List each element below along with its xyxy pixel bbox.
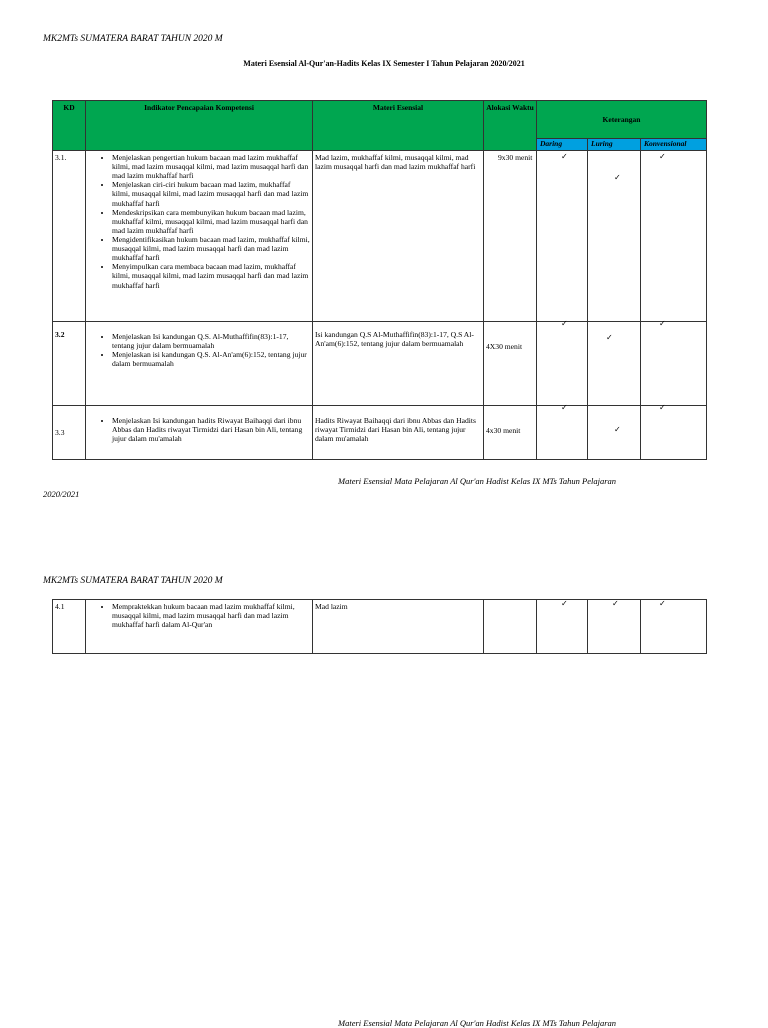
- alokasi-cell: 4x30 menit: [484, 406, 537, 460]
- table-row: [53, 600, 707, 654]
- check-icon: ✓: [561, 599, 568, 608]
- kd-cell: 3.1.: [53, 151, 86, 322]
- materi-table-continued: [52, 599, 707, 654]
- footer-line: Materi Esensial Mata Pelajaran Al Qur'an Hadist Kelas IX MTs Tahun Pelajaran: [338, 1018, 616, 1028]
- header-daring: Daring: [537, 139, 588, 151]
- check-icon: ✓: [614, 173, 621, 182]
- daring-cell: [537, 403, 588, 460]
- daring-cell: [537, 319, 588, 406]
- indikator-cell: [86, 151, 313, 322]
- header-luring: Luring: [588, 139, 641, 151]
- table-row: [53, 151, 707, 322]
- kd-cell: 3.2: [53, 322, 86, 406]
- materi-cell: Hadits Riwayat Baihaqqi dari ibnu Abbas dan Hadits riwayat Tirmidzi dari Hasan bin Ali, tentang jujur dalam mu'amalah: [313, 406, 484, 460]
- footer-line: 2020/2021: [43, 489, 80, 499]
- header-konvensional: Konvensional: [641, 139, 707, 151]
- indikator-item: • Menjelaskan ciri-ciri hukum bacaan mad lazim, mukhaffaf kilmi, musaqqal kilmi, mad lazim musaqqal harfi dan mad lazim mukhaffaf harfi: [112, 180, 310, 207]
- check-icon: ✓: [561, 152, 568, 161]
- konvensional-cell: [641, 600, 707, 654]
- check-icon: ✓: [659, 403, 666, 412]
- check-icon: ✓: [606, 333, 613, 342]
- header-kd: KD: [53, 101, 86, 151]
- header-line: MK2MTs SUMATERA BARAT TAHUN 2020 M: [43, 34, 223, 44]
- alokasi-cell: 4X30 menit: [484, 322, 537, 406]
- document-title: Materi Esensial Al-Qur'an-Hadits Kelas IX Semester I Tahun Pelajaran 2020/2021: [243, 59, 525, 68]
- luring-cell: [588, 406, 641, 460]
- check-icon: ✓: [659, 152, 666, 161]
- footer-line: Materi Esensial Mata Pelajaran Al Qur'an Hadist Kelas IX MTs Tahun Pelajaran: [338, 476, 616, 486]
- indikator-cell: [86, 600, 313, 654]
- indikator-item: • Mempraktekkan hukum bacaan mad lazim mukhaffaf kilmi, musaqqal kilmi, mad lazim musaqqal harfi dan mad lazim mukhaffaf harfi dalam Al-Qur'an: [112, 602, 310, 629]
- kd-cell: 3.3: [53, 406, 86, 460]
- indikator-item: • Mengidentifikasikan hukum bacaan mad lazim, mukhaffaf kilmi, musaqqal kilmi, mad lazim musaqqal harfi dan mad lazim mukhaffaf harfi: [112, 235, 310, 262]
- materi-cell: Mad lazim: [313, 600, 484, 654]
- check-icon: ✓: [659, 319, 666, 328]
- konvensional-cell: [641, 319, 707, 406]
- check-icon: ✓: [614, 425, 621, 434]
- check-icon: ✓: [561, 403, 568, 412]
- check-icon: ✓: [659, 599, 666, 608]
- check-icon: ✓: [561, 319, 568, 328]
- materi-cell: Mad lazim, mukhaffaf kilmi, musaqqal kilmi, mad lazim musaqqal harfi dan mad lazim mukhaffaf harfi: [313, 151, 484, 322]
- header-indikator: Indikator Pencapaian Kompetensi: [86, 101, 313, 151]
- daring-cell: [537, 151, 588, 322]
- indikator-item: • Menyimpulkan cara membaca bacaan mad lazim, mukhaffaf kilmi, musaqqal kilmi, mad lazim musaqqal harfi dan mad lazim mukhaffaf harfi: [112, 262, 310, 289]
- konvensional-cell: [641, 403, 707, 460]
- konvensional-cell: [641, 151, 707, 322]
- indikator-item: • Menjelaskan pengertian hukum bacaan mad lazim mukhaffaf kilmi, mad lazim musaqqal kilmi, mad lazim musaqqal harfi dan mad lazim mukhaffaf harfi: [112, 153, 310, 180]
- luring-cell: [588, 151, 641, 322]
- header-alokasi: Alokasi Waktu: [484, 101, 537, 151]
- alokasi-cell: 9x30 menit: [484, 151, 537, 322]
- indikator-item: • Menjelaskan Isi kandungan hadits Riwayat Baihaqqi dari ibnu Abbas dan Hadits riwayat Tirmidzi dari Hasan bin Ali, tentang jujur dalam mu'amalah: [112, 416, 310, 443]
- luring-cell: [588, 600, 641, 654]
- indikator-item: • Menjelaskan isi kandungan Q.S. Al-An'am(6):152, tentang jujur dalam bermuamalah: [112, 350, 310, 368]
- materi-cell: Isi kandungan Q.S Al-Muthaffifin(83):1-17, Q.S Al-An'am(6):152, tentang jujur dalam bermuamalah: [313, 322, 484, 406]
- indikator-cell: [86, 406, 313, 460]
- indikator-item: • Mendeskripsikan cara membunyikan hukum bacaan mad lazim, mukhaffaf kilmi, musaqqal kilmi, mad lazim musaqqal harfi dan mad lazim mukhaffaf harfi: [112, 208, 310, 235]
- header-keterangan: Keterangan: [537, 101, 707, 139]
- table-row: [53, 406, 707, 460]
- header-materi: Materi Esensial: [313, 101, 484, 151]
- kd-cell: 4.1: [53, 600, 86, 654]
- indikator-item: • Menjelaskan Isi kandungan Q.S. Al-Muthaffifin(83):1-17, tentang jujur dalam bermuamalah: [112, 332, 310, 350]
- alokasi-cell: [484, 600, 537, 654]
- luring-cell: [588, 322, 641, 406]
- materi-table: [52, 100, 707, 460]
- indikator-cell: [86, 322, 313, 406]
- table-row: [53, 322, 707, 406]
- daring-cell: [537, 600, 588, 654]
- header-line: MK2MTs SUMATERA BARAT TAHUN 2020 M: [43, 576, 223, 586]
- check-icon: ✓: [612, 599, 619, 608]
